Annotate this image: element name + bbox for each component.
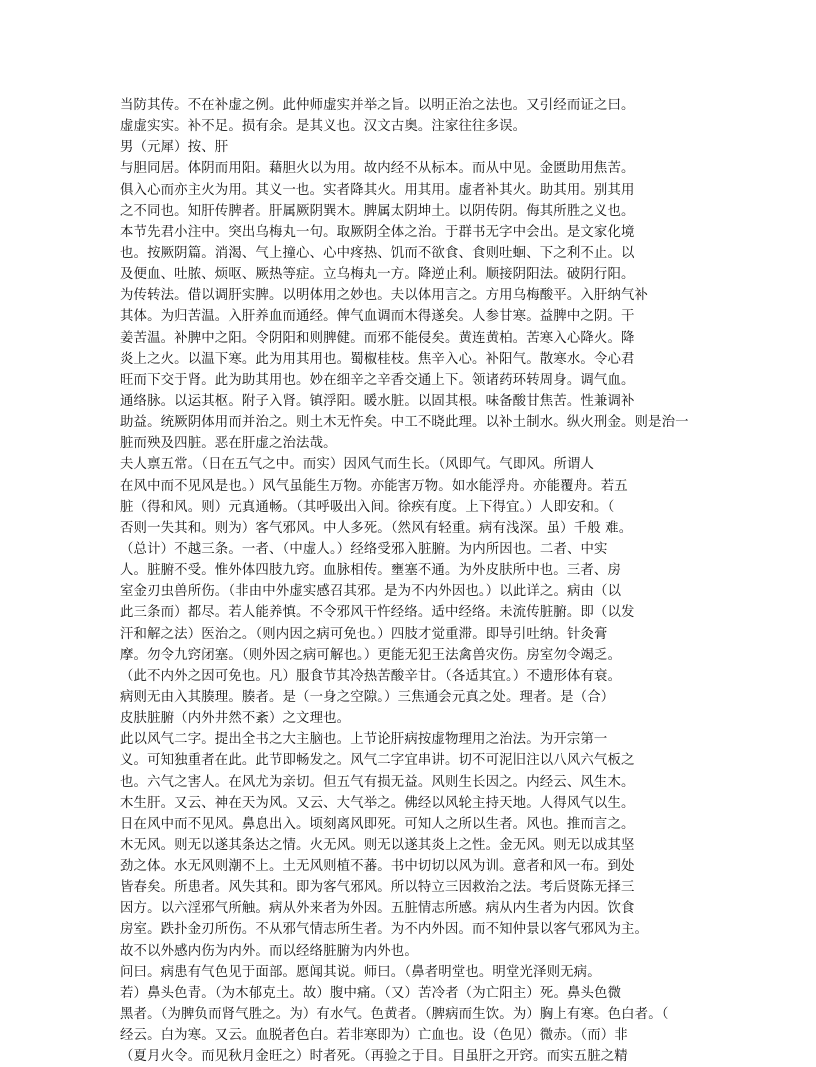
text-line: 脏而殃及四脏。恶在肝虚之治法哉。 <box>120 436 337 452</box>
text-line: 为传转法。借以调肝实脾。以明体用之妙也。夫以体用言之。方用乌梅酸平。入肝纳气补 <box>120 288 649 304</box>
text-line: 当防其传。不在补虚之例。此仲师虚实并举之旨。以明正治之法也。又引经而证之曰。 <box>120 98 635 113</box>
text-line: 经云。白为寒。又云。血脱者色白。若非寒即为）亡血也。设（色见）微赤。（而）非 <box>120 1028 628 1044</box>
text-line: （总计）不越三条。一者、（中虚人。）经络受邪入脏腑。为内所因也。二者、中实 <box>120 541 608 557</box>
text-line: 通络脉。以运其枢。附子入肾。镇浮阳。暖水脏。以固其根。味备酸甘焦苦。性兼调补 <box>120 393 635 409</box>
text-line: （夏月火令。而见秋月金旺之）时者死。（再验之于目。目虽肝之开窍。而实五脏之精 <box>120 1049 628 1065</box>
text-line: 汗和解之法）医治之。（则内因之病可免也。）四肢才觉重滞。即导引吐纳。针灸膏 <box>120 626 608 642</box>
text-line: 姜苦温。补脾中之阳。令阴阳和则脾健。而邪不能侵矣。黄连黄柏。苦寒入心降火。降 <box>120 330 635 346</box>
text-line: 皮肤脏腑（内外井然不紊）之文理也。 <box>120 711 351 727</box>
text-line: 及便血、吐脓、烦呕、厥热等症。立乌梅丸一方。降逆止利。顺接阴阳法。破阴行阳。 <box>120 267 635 283</box>
text-line: 病则无由入其腠理。腠者。是（一身之空隙。）三焦通会元真之处。理者。是（合） <box>120 689 615 705</box>
text-line: 炎上之火。以温下寒。此为用其用也。蜀椒桂枝。焦辛入心。补阳气。散寒水。令心君 <box>120 351 635 367</box>
text-line: 其体。为归苦温。入肝养血而通经。俾气血调而木得遂矣。人参甘寒。益脾中之阴。干 <box>120 309 635 325</box>
text-line: 劲之体。水无风则潮不上。土无风则植不蕃。书中切切以风为训。意者和风一布。到处 <box>120 859 635 875</box>
text-line: 义。可知独重者在此。此节即畅发之。风气二字宜串讲。切不可泥旧注以八风六气板之 <box>120 753 635 769</box>
text-line: （此不内外之因可免也。凡）服食节其冷热苦酸辛甘。（各适其宜。）不遗形体有衰。 <box>120 668 622 684</box>
text-line: 问曰。病患有气色见于面部。愿闻其说。师曰。（鼻者明堂也。明堂光泽则无病。 <box>120 964 601 980</box>
text-line: 助益。统厥阴体用而并治之。则土木无忤矣。中工不晓此理。以补土制水。纵火刑金。则是治一 <box>120 415 689 431</box>
text-line: 之不同也。知肝传脾者。肝属厥阴巽木。脾属太阴坤土。以阴传阴。侮其所胜之义也。 <box>120 203 635 219</box>
text-line: 夫人禀五常。（日在五气之中。而实）因风气而生长。（风即气。气即风。所谓人 <box>120 457 595 473</box>
text-line: 室金刃虫兽所伤。（非由中外虚实感召其邪。是为不内外因也。）以此详之。病由（以 <box>120 584 622 600</box>
text-line: 也。六气之害人。在风尤为亲切。但五气有损无益。风则生长因之。内经云、风生木。 <box>120 774 635 790</box>
text-line: 旺而下交于肾。此为助其用也。妙在细辛之辛香交通上下。领诸药环转周身。调气血。 <box>120 372 635 388</box>
text-line: 在风中而不见风是也。）风气虽能生万物。亦能害万物。如水能浮舟。亦能覆舟。若五 <box>120 478 628 494</box>
text-line: 此以风气二字。提出全书之大主脑也。上节论肝病按虚物理用之治法。为开宗第一 <box>120 732 608 748</box>
text-line: 若）鼻头色青。（为木郁克土。故）腹中痛。（又）苦冷者（为亡阳主）死。鼻头色微 <box>120 985 622 1001</box>
text-line: 木无风。则无以遂其条达之情。火无风。则无以遂其炎上之性。金无风。则无以成其坚 <box>120 837 635 853</box>
text-line: 虚虚实实。补不足。损有余。是其义也。汉文古奥。注家往往多误。 <box>120 119 527 135</box>
text-line: 人。脏腑不受。惟外体四肢九窍。血脉相传。壅塞不通。为外皮肤所中也。三者、房 <box>120 563 622 579</box>
text-line: 脏（得和风。则）元真通畅。（其呼吸出入间。徐疾有度。上下得宜。）人即安和。（ <box>120 499 615 515</box>
text-line: 摩。勿令九窍闭塞。（则外因之病可解也。）更能无犯王法禽兽灾伤。房室勿令竭乏。 <box>120 647 622 663</box>
text-line: 因方。以六淫邪气所触。病从外来者为外因。五脏情志所感。病从内生者为内因。饮食 <box>120 901 635 917</box>
text-line: 故不以外感内伤为内外。而以经络脏腑为内外也。 <box>120 943 418 959</box>
text-line: 也。按厥阴篇。消渴、气上撞心、心中疼热、饥而不欲食、食则吐蛔、下之利不止。以 <box>120 245 635 261</box>
text-line: 房室。跌扑金刃所伤。不从邪气情志所生者。为不内外因。而不知仲景以客气邪风为主。 <box>120 922 649 938</box>
text-line: 本节先君小注中。突出乌梅丸一句。取厥阴全体之治。于群书无字中会出。是文家化境 <box>120 224 635 240</box>
text-line: 否则一失其和。则为）客气邪风。中人多死。（然风有轻重。病有浅深。虽）千般 难。 <box>120 520 633 536</box>
text-line: 此三条而）都尽。若人能养慎。不令邪风干忤经络。适中经络。未流传脏腑。即（以发 <box>120 605 635 621</box>
document-page <box>120 95 689 1067</box>
text-line: 与胆同居。体阴而用阳。藉胆火以为用。故内经不从标本。而从中见。金匮助用焦苦。 <box>120 161 635 177</box>
text-line: 男（元犀）按、肝 <box>120 140 229 156</box>
text-line: 俱入心而亦主火为用。其义一也。实者降其火。用其用。虚者补其火。助其用。别其用 <box>120 182 635 198</box>
text-line: 皆春矣。所患者。风失其和。即为客气邪风。所以特立三因救治之法。考后贤陈无择三 <box>120 880 635 896</box>
text-line: 黑者。（为脾负而肾气胜之。为）有水气。色黄者。（脾病而生饮。为）胸上有寒。色白者。（ <box>120 1007 669 1023</box>
text-line: 日在风中而不见风。鼻息出入。顷刻离风即死。可知人之所以生者。风也。推而言之。 <box>120 816 635 832</box>
text-line: 木生肝。又云、神在天为风。又云、大气举之。佛经以风轮主持天地。人得风气以生。 <box>120 795 635 811</box>
